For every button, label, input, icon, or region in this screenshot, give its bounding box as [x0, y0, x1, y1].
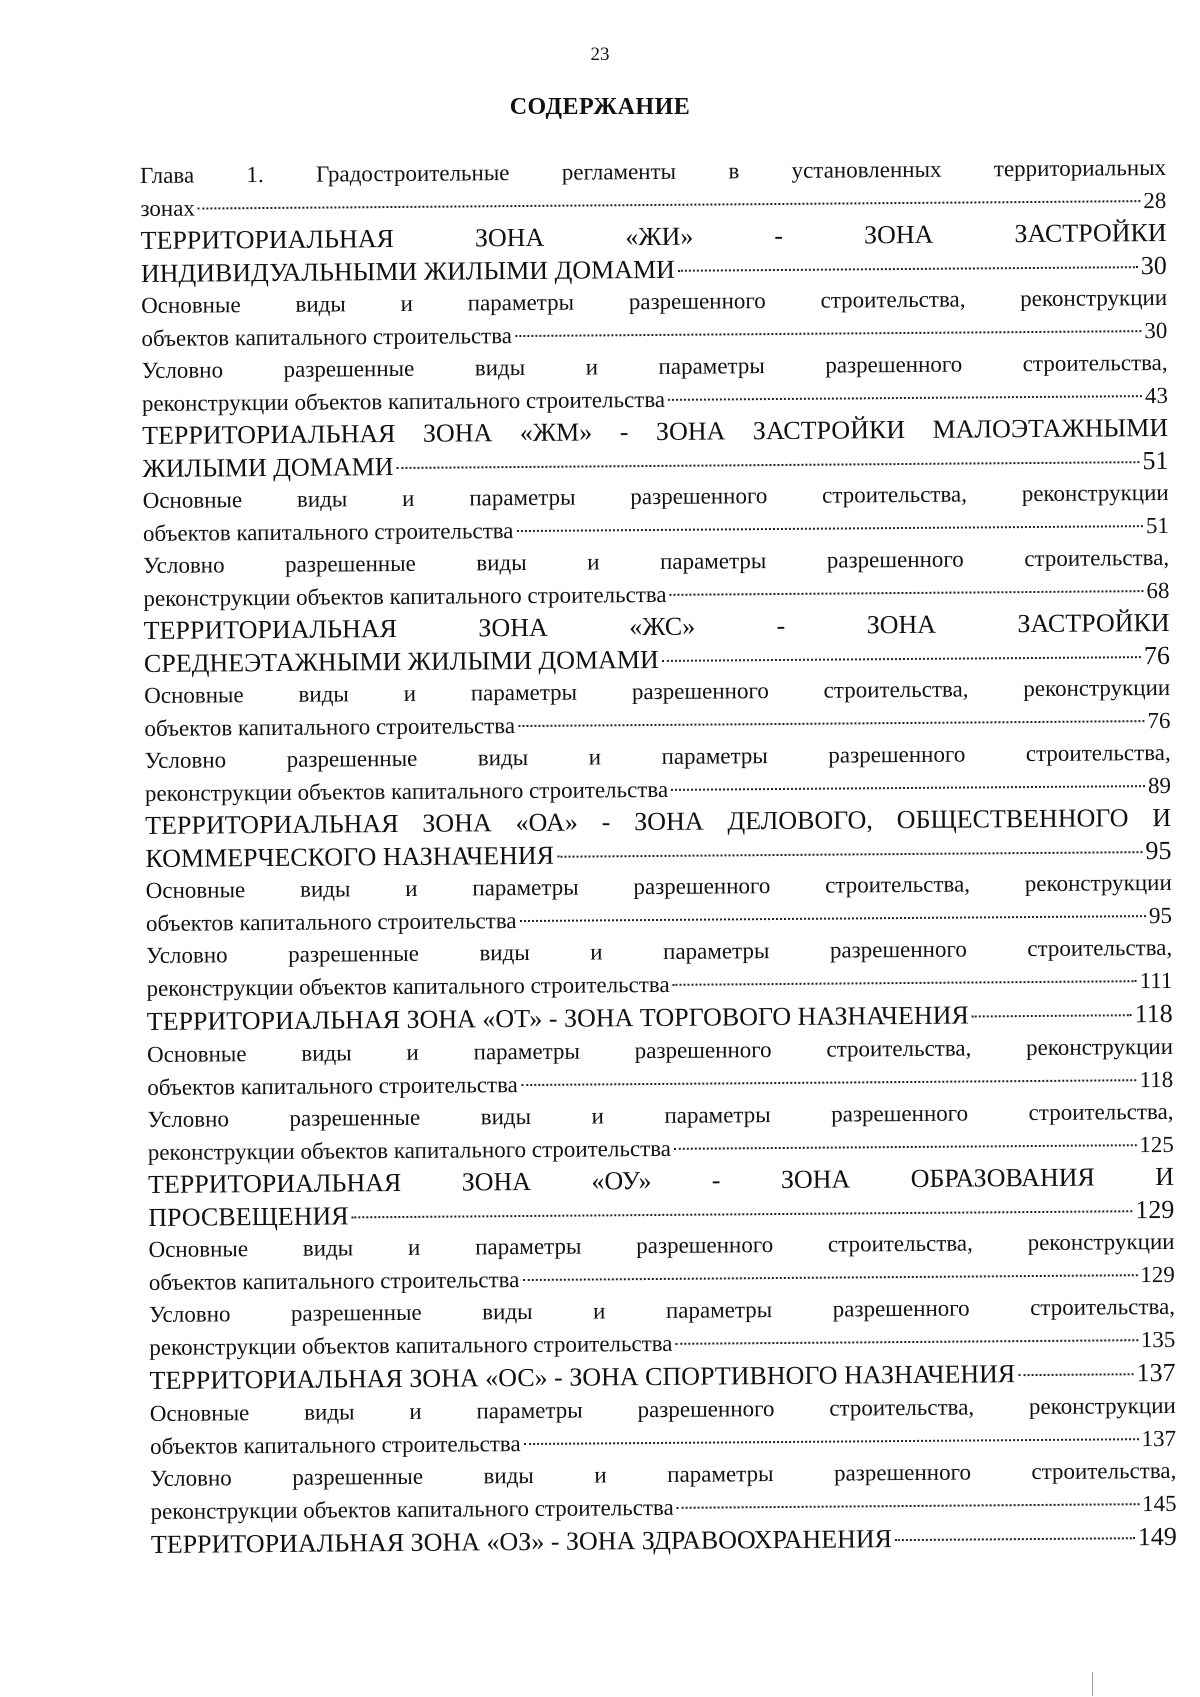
toc-word: ЗАСТРОЙКИ [1014, 217, 1167, 249]
dot-leader [670, 589, 1144, 596]
toc-word: строительства, [820, 286, 966, 313]
toc-word: разрешенные [288, 940, 419, 967]
toc-word: разрешенного [829, 936, 967, 963]
toc-entry [149, 1291, 1175, 1364]
dot-leader [521, 1078, 1137, 1086]
toc-word: ЗОНА [863, 219, 934, 250]
toc-word: ОБЩЕСТВЕННОГО [896, 803, 1129, 835]
toc-word: виды [476, 549, 527, 576]
toc-page-number: 129 [1140, 1261, 1175, 1288]
toc-word: МАЛОЭТАЖНЫМИ [932, 412, 1169, 444]
toc-word: разрешенного [828, 741, 966, 768]
toc-word: параметры [662, 938, 770, 964]
dot-leader [524, 1437, 1139, 1445]
toc-entry-title-end: объектов капитального строительства [150, 1431, 521, 1459]
toc-word: ЗАСТРОЙКИ [752, 415, 906, 446]
toc-word: ЗАСТРОЙКИ [1017, 607, 1170, 639]
toc-word: строительства, [821, 481, 968, 508]
toc-word: И [1152, 802, 1172, 833]
toc-entry-title-end: объектов капитального строительства [147, 1072, 518, 1100]
toc-word: виды [480, 1103, 532, 1130]
toc-word: виды [304, 1399, 355, 1425]
toc-word: виды [299, 876, 351, 902]
toc-page-number: 135 [1140, 1326, 1176, 1353]
dot-leader [352, 1209, 1133, 1218]
dot-leader [662, 655, 1141, 662]
toc-page-number: 51 [1142, 445, 1169, 476]
toc-word: Градостроительные [315, 160, 510, 187]
toc-entry-title-end: объектов капитального строительства [141, 323, 513, 351]
dot-leader [516, 524, 1142, 532]
toc-word: Основные [141, 292, 241, 318]
toc-entry-title-end: ТЕРРИТОРИАЛЬНАЯ ЗОНА «ОС» - ЗОНА СПОРТИВНОГО НАЗНАЧЕНИЯ [149, 1359, 1016, 1395]
toc-word: виды [302, 1235, 354, 1261]
toc-entry-title-end: ТЕРРИТОРИАЛЬНАЯ ЗОНА «ОЗ» - ЗОНА ЗДРАВООХРАНЕНИЯ [150, 1524, 893, 1559]
toc-word: Основные [142, 487, 243, 513]
toc-word: виды [477, 744, 529, 771]
toc-word: разрешенного [630, 483, 768, 510]
dot-leader [518, 719, 1144, 727]
toc-word: строительства, [826, 1035, 972, 1062]
toc-word: ЗОНА [422, 808, 492, 838]
toc-entry-title-end: СРЕДНЕЭТАЖНЫМИ ЖИЛЫМИ ДОМАМИ [143, 644, 659, 678]
toc-page-number: 111 [1139, 967, 1173, 994]
toc-word: Основные [146, 1041, 247, 1067]
toc-word: виды [295, 291, 346, 317]
toc-entry-title-end: реконструкции объектов капитального строительства [150, 1494, 674, 1524]
toc-entry-title-end: реконструкции объектов капитального строительства [141, 386, 666, 416]
toc-entry [150, 1455, 1176, 1528]
toc-word: параметры [467, 289, 575, 316]
toc-entry-title-end: ПРОСВЕЩЕНИЯ [148, 1201, 349, 1232]
toc-word: и [585, 354, 599, 380]
toc-word: виды [301, 1040, 352, 1066]
toc-word: и [405, 875, 418, 901]
toc-word: разрешенного [832, 1295, 970, 1322]
toc-page-number: 137 [1136, 1357, 1176, 1388]
toc-page-number: 51 [1145, 512, 1169, 539]
toc-word: и [402, 485, 415, 511]
toc-word: - [776, 610, 786, 641]
toc-word: ТЕРРИТОРИАЛЬНАЯ [143, 613, 398, 645]
toc-entry [141, 282, 1167, 355]
dot-leader [557, 850, 1142, 858]
dot-leader [673, 979, 1137, 986]
table-of-contents [140, 152, 1177, 1562]
toc-word: параметры [661, 743, 768, 769]
toc-page-number: 68 [1146, 577, 1170, 604]
toc-word: Условно [144, 747, 227, 773]
toc-entry [145, 737, 1171, 810]
toc-word: разрешенные [289, 1104, 421, 1131]
toc-page-number: 95 [1145, 835, 1172, 866]
toc-word: реконструкции [1020, 284, 1168, 312]
dot-leader [522, 1273, 1137, 1281]
toc-word: реконструкции [1028, 1392, 1176, 1420]
toc-word: строительства, [829, 1394, 975, 1421]
toc-entry [150, 1390, 1176, 1463]
toc-word: строительства, [1022, 349, 1168, 377]
toc-word: Основные [148, 1236, 249, 1262]
toc-page-number: 149 [1137, 1521, 1177, 1552]
toc-word: строительства, [1031, 1457, 1177, 1485]
toc-entry-title-end: ИНДИВИДУАЛЬНЫМИ ЖИЛЫМИ ДОМАМИ [140, 254, 675, 288]
toc-word: Условно [146, 942, 228, 968]
toc-page-number: 43 [1144, 382, 1168, 409]
toc-page-number: 118 [1139, 1066, 1174, 1093]
toc-word: разрешенного [634, 1037, 772, 1064]
toc-word: «ОУ» [591, 1166, 652, 1196]
toc-word: разрешенного [633, 873, 771, 900]
toc-word: виды [479, 939, 530, 966]
toc-word: ЗОНА [866, 609, 937, 640]
toc-page-number: 89 [1147, 772, 1172, 799]
toc-entry [144, 607, 1170, 680]
toc-page-number: 145 [1141, 1490, 1177, 1517]
dot-leader [515, 329, 1141, 337]
toc-word: Основные [144, 682, 244, 708]
dot-leader [678, 265, 1138, 272]
toc-word: разрешенного [636, 1232, 774, 1259]
dot-leader [895, 1536, 1135, 1541]
toc-entry-title-end: объектов капитального строительства [144, 713, 516, 741]
toc-word: параметры [659, 548, 767, 574]
toc-word: виды [482, 1298, 533, 1325]
toc-word: - [601, 807, 611, 837]
toc-word: параметры [470, 679, 578, 706]
toc-entry-title-end: реконструкции объектов капитального строительства [143, 581, 667, 611]
toc-word: и [407, 1234, 421, 1260]
toc-word: - [774, 220, 784, 251]
toc-page-number: 76 [1147, 707, 1171, 734]
toc-word: реконструкции [1021, 479, 1169, 507]
toc-word: ТЕРРИТОРИАЛЬНАЯ [145, 808, 399, 840]
toc-word: «ЖИ» [625, 221, 694, 252]
page-number: 23 [590, 44, 610, 65]
toc-entry-title-end: КОММЕРЧЕСКОГО НАЗНАЧЕНИЯ [145, 840, 555, 873]
toc-word: «ЖС» [629, 611, 696, 642]
toc-word: и [594, 1462, 607, 1488]
toc-page-number: 118 [1134, 998, 1173, 1029]
toc-entry [146, 932, 1172, 1005]
toc-entry [141, 217, 1167, 290]
toc-word: регламенты [561, 158, 677, 185]
toc-word: 1. [246, 162, 264, 188]
toc-entry-title-end: реконструкции объектов капитального строительства [146, 971, 670, 1001]
toc-page-number: 30 [1140, 250, 1167, 281]
toc-entry [140, 152, 1166, 225]
dot-leader [668, 394, 1142, 401]
toc-word: ЗОНА [780, 1164, 851, 1194]
toc-word: ЗОНА [655, 416, 726, 446]
toc-entry [142, 412, 1168, 485]
toc-word: установленных [791, 156, 942, 183]
toc-word: реконструкции [1027, 1228, 1175, 1256]
toc-word: ТЕРРИТОРИАЛЬНАЯ [147, 1167, 402, 1199]
toc-word: строительства, [823, 676, 969, 703]
toc-word: разрешенного [826, 546, 964, 573]
toc-entry [151, 1520, 1177, 1562]
toc-word: параметры [472, 874, 579, 901]
toc-word: строительства, [827, 1230, 973, 1257]
toc-word: - [711, 1165, 721, 1195]
toc-entry [148, 1226, 1174, 1299]
toc-entry [148, 1161, 1174, 1234]
toc-entry-last-line [151, 1520, 1177, 1562]
toc-word: разрешенного [637, 1396, 775, 1423]
toc-word: параметры [667, 1461, 774, 1487]
toc-entry [142, 347, 1168, 420]
toc-word: виды [483, 1462, 534, 1489]
dot-leader [674, 1143, 1136, 1150]
toc-word: Основные [149, 1400, 250, 1426]
toc-word: ЗОНА [634, 806, 704, 837]
toc-word: - [619, 417, 629, 447]
toc-word: «ОА» [515, 807, 578, 838]
toc-entry-title-end: ТЕРРИТОРИАЛЬНАЯ ЗОНА «ОТ» - ЗОНА ТОРГОВОГО НАЗНАЧЕНИЯ [146, 1000, 969, 1036]
dot-leader [198, 199, 1141, 209]
toc-entry [147, 1096, 1173, 1169]
toc-word: Условно [141, 357, 224, 383]
toc-entry-title-end: ЖИЛЫМИ ДОМАМИ [142, 452, 394, 483]
toc-word: разрешенные [286, 745, 418, 772]
dot-leader [520, 914, 1146, 922]
toc-word: параметры [469, 484, 576, 511]
page-title: СОДЕРЖАНИЕ [509, 94, 691, 120]
toc-entry-title-end: реконструкции объектов капитального строительства [149, 1330, 673, 1360]
toc-word: ТЕРРИТОРИАЛЬНАЯ [140, 224, 394, 255]
toc-word: Условно [150, 1465, 232, 1491]
toc-word: ЗОНА [422, 418, 493, 448]
toc-word: и [587, 549, 600, 575]
toc-page-number: 95 [1148, 902, 1173, 929]
toc-word: параметры [475, 1233, 582, 1260]
toc-word: и [400, 290, 413, 316]
toc-word: строительства, [1024, 544, 1170, 572]
toc-word: и [403, 680, 417, 706]
toc-entry-title-end: объектов капитального строительства [148, 1267, 520, 1295]
toc-word: Условно [143, 552, 225, 578]
toc-word: И [1155, 1161, 1175, 1192]
toc-entry [144, 672, 1170, 745]
toc-word: строительства, [1025, 739, 1171, 767]
toc-word: разрешенного [628, 288, 766, 315]
toc-word: ДЕЛОВОГО, [727, 805, 873, 836]
dot-leader [396, 460, 1139, 469]
dot-leader [972, 1013, 1132, 1017]
toc-word: параметры [665, 1297, 773, 1323]
toc-word: параметры [473, 1038, 580, 1065]
toc-word: разрешенного [833, 1459, 972, 1486]
toc-entry-title-end: реконструкции объектов капитального строительства [144, 776, 669, 806]
toc-word: разрешенного [631, 678, 769, 705]
toc-word: ЗОНА [474, 222, 545, 253]
toc-word: ЗОНА [478, 612, 548, 643]
toc-word: разрешенные [283, 355, 415, 382]
toc-word: «ЖМ» [519, 417, 593, 448]
toc-entry-title-end: реконструкции объектов капитального строительства [147, 1135, 672, 1165]
toc-word: территориальных [993, 154, 1167, 182]
toc-word: виды [298, 681, 349, 707]
toc-entry [147, 1031, 1173, 1104]
toc-word: и [406, 1039, 419, 1065]
toc-entry [145, 802, 1171, 875]
toc-page-number: 125 [1139, 1131, 1174, 1158]
dot-leader [675, 1338, 1137, 1345]
toc-word: реконструкции [1026, 1033, 1174, 1061]
toc-page-number: 129 [1135, 1194, 1175, 1225]
toc-word: виды [296, 486, 348, 512]
toc-page-number: 137 [1141, 1425, 1177, 1452]
toc-word: строительства, [825, 871, 971, 898]
toc-entry [146, 867, 1172, 940]
dot-leader [1018, 1372, 1133, 1376]
toc-word: и [588, 744, 602, 770]
toc-entry-title-end: зонах [140, 195, 195, 221]
toc-entry [143, 542, 1169, 615]
toc-word: Условно [148, 1301, 231, 1327]
toc-word: строительства, [1028, 1098, 1174, 1126]
toc-word: реконструкции [1024, 869, 1172, 897]
toc-word: разрешенного [831, 1100, 969, 1127]
toc-word: и [591, 1103, 604, 1129]
toc-word: ОБРАЗОВАНИЯ [910, 1162, 1095, 1193]
toc-word: в [728, 158, 740, 184]
dot-leader [671, 784, 1145, 791]
toc-word: и [590, 939, 603, 965]
toc-word: разрешенные [285, 550, 416, 577]
toc-word: виды [474, 354, 526, 381]
toc-word: ЗОНА [461, 1166, 532, 1197]
toc-word: Глава [140, 162, 195, 188]
toc-word: разрешенного [825, 351, 963, 378]
toc-page-number: 28 [1143, 187, 1167, 214]
toc-entry [143, 477, 1169, 550]
toc-word: ТЕРРИТОРИАЛЬНАЯ [142, 419, 396, 450]
toc-page-number: 76 [1143, 640, 1171, 671]
toc-entry-title-end: объектов капитального строительства [142, 518, 514, 546]
toc-word: и [592, 1298, 606, 1324]
toc-word: и [409, 1398, 422, 1424]
toc-entry-title-end: объектов капитального строительства [145, 908, 517, 936]
toc-word: параметры [476, 1397, 583, 1424]
toc-word: параметры [658, 353, 765, 379]
toc-page-number: 30 [1144, 317, 1168, 344]
scan-edge-mark [1092, 1672, 1093, 1696]
toc-word: Основные [145, 877, 246, 903]
toc-word: параметры [664, 1102, 771, 1128]
dot-leader [677, 1502, 1139, 1509]
toc-word: разрешенные [292, 1463, 424, 1490]
toc-word: реконструкции [1023, 674, 1171, 702]
toc-word: разрешенные [290, 1299, 422, 1326]
toc-word: строительства, [1030, 1293, 1176, 1321]
toc-word: Условно [147, 1106, 230, 1132]
toc-word: строительства, [1027, 934, 1173, 962]
